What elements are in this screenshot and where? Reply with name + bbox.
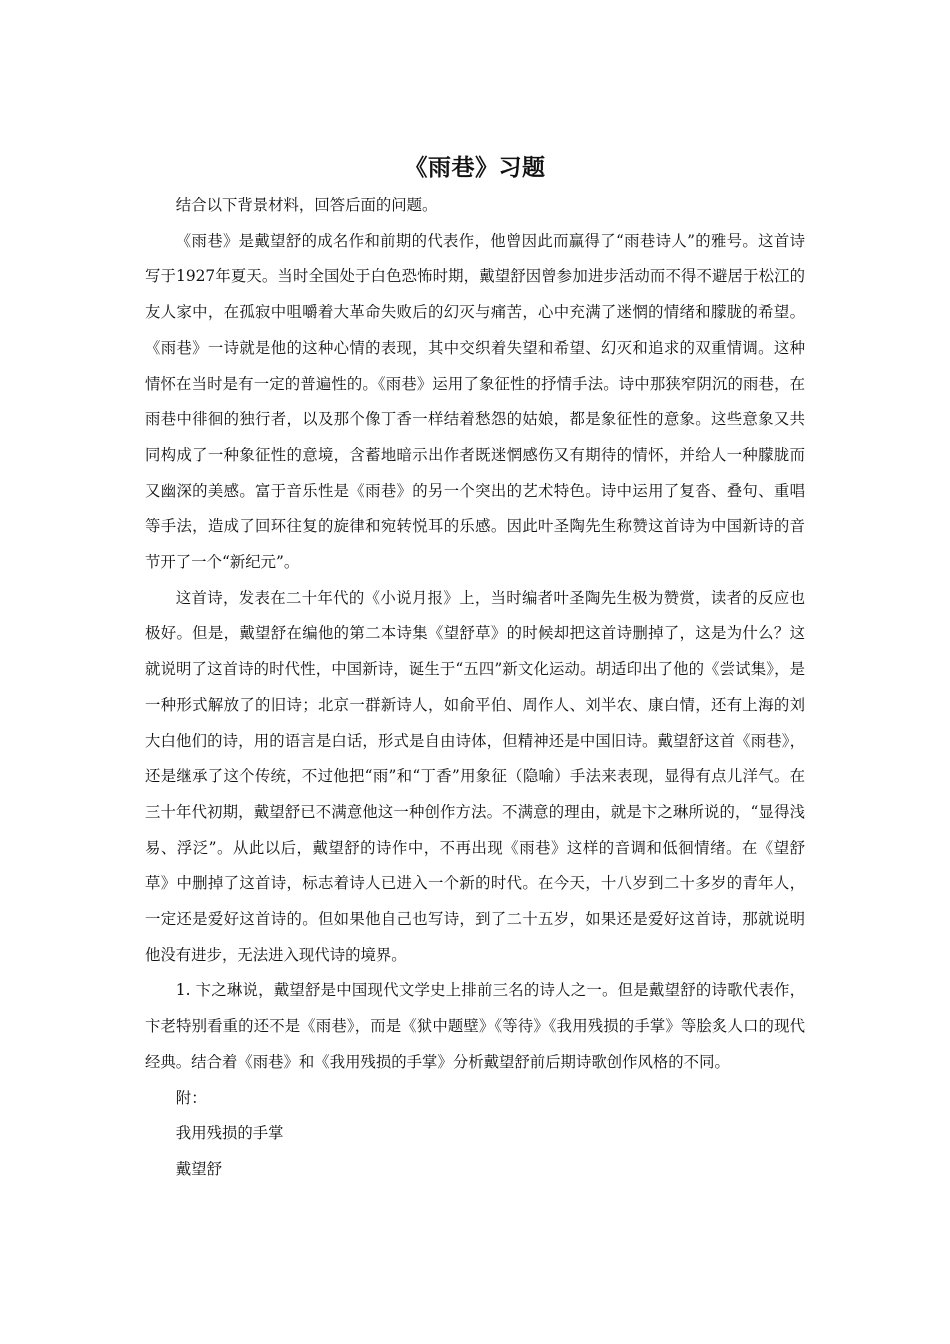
document-body: [145, 150, 805, 1188]
page-title: 《雨巷》习题: [404, 154, 546, 181]
background-paragraph-2: 这首诗，发表在二十年代的《小说月报》上，当时编者叶圣陶先生极为赞赏，读者的反应也极好。但是，戴望舒在编他的第二本诗集《望舒草》的时候却把这首诗删掉了，这是为什么？这就说明了这首诗的时代性，中国新诗，诞生于“五四”新文化运动。胡适印出了他的《尝试集》，是一种形式解放了的旧诗；北京一群新诗人，如俞平伯、周作人、刘半农、康白情，还有上海的刘大白他们的诗，用的语言是白话，形式是自由诗体，但精神还是中国旧诗。戴望舒这首《雨巷》，还是继承了这个传统，不过他把“雨”和“丁香”用象征（隐喻）手法来表现，显得有点儿洋气。在三十年代初期，戴望舒已不满意他这一种创作方法。不满意的理由，就是卞之琳所说的，“显得浅易、浮泛”。从此以后，戴望舒的诗作中，不再出现《雨巷》这样的音调和低徊情绪。在《望舒草》中删掉了这首诗，标志着诗人已进入一个新的时代。在今天，十八岁到二十多岁的青年人，一定还是爱好这首诗的。但如果他自己也写诗，到了二十五岁，如果还是爱好这首诗，那就说明他没有进步，无法进入现代诗的境界。: [145, 588, 805, 964]
question-1: 1. 卞之琳说，戴望舒是中国现代文学史上排前三名的诗人之一。但是戴望舒的诗歌代表作，卞老特别看重的还不是《雨巷》，而是《狱中题壁》《等待》《我用残损的手掌》等脍炙人口的现代经典。结合着《雨巷》和《我用残损的手掌》分析戴望舒前后期诗歌创作风格的不同。: [145, 981, 805, 1071]
background-paragraph-1: 《雨巷》是戴望舒的成名作和前期的代表作，他曾因此而赢得了“雨巷诗人”的雅号。这首诗写于1927年夏天。当时全国处于白色恐怖时期，戴望舒因曾参加进步活动而不得不避居于松江的友人家中，在孤寂中咀嚼着大革命失败后的幻灭与痛苦，心中充满了迷惘的情绪和朦胧的希望。《雨巷》一诗就是他的这种心情的表现，其中交织着失望和希望、幻灭和追求的双重情调。这种情怀在当时是有一定的普遍性的。《雨巷》运用了象征性的抒情手法。诗中那狭窄阴沉的雨巷，在雨巷中徘徊的独行者，以及那个像丁香一样结着愁怨的姑娘，都是象征性的意象。这些意象又共同构成了一种象征性的意境，含蓄地暗示出作者既迷惘感伤又有期待的情怀，并给人一种朦胧而又幽深的美感。富于音乐性是《雨巷》的另一个突出的艺术特色。诗中运用了复沓、叠句、重唱等手法，造成了回环往复的旋律和宛转悦耳的乐感。因此叶圣陶先生称赞这首诗为中国新诗的音节开了一个“新纪元”。: [145, 231, 805, 572]
poem-title: 我用残损的手掌: [175, 1124, 284, 1143]
appendix-label: 附：: [175, 1088, 207, 1107]
intro-line: 结合以下背景材料，回答后面的问题。: [175, 196, 438, 214]
poem-author: 戴望舒: [175, 1159, 222, 1178]
